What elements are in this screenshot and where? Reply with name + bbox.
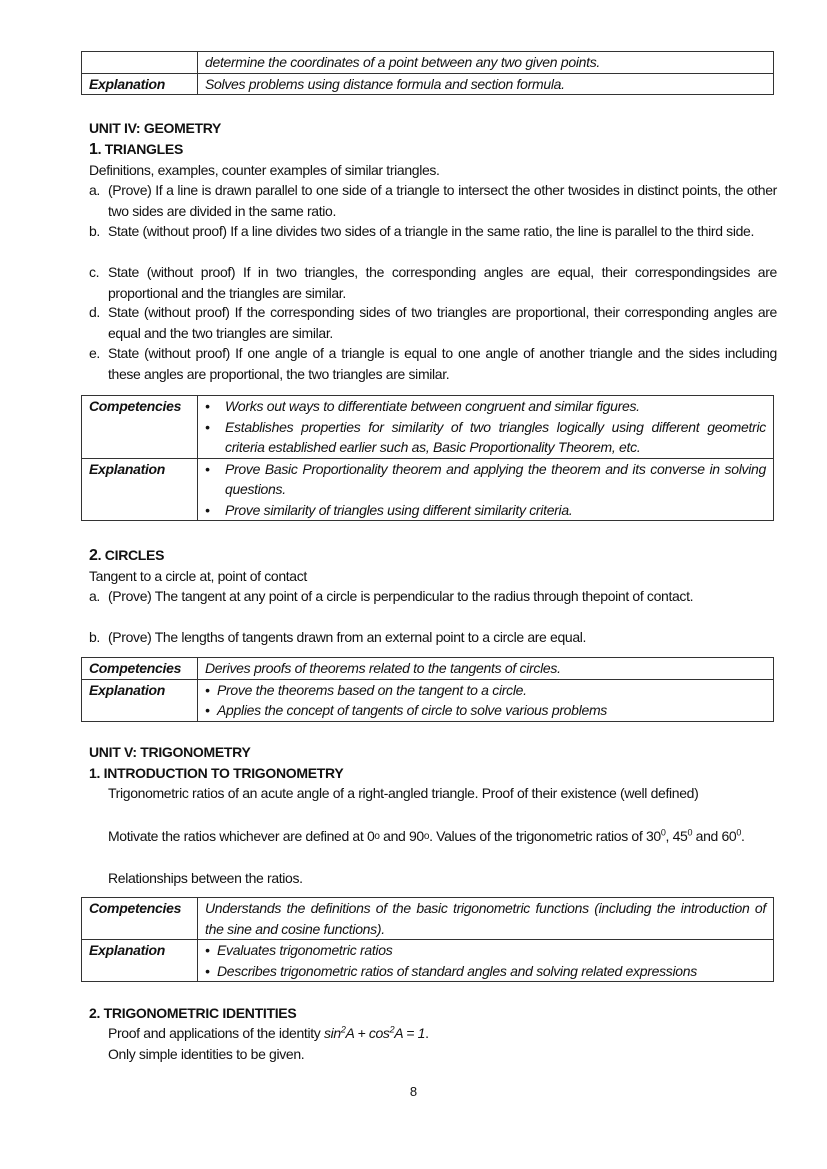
bullet-item bbox=[205, 700, 766, 721]
intro-trig-heading: 1. INTRODUCTION TO TRIGONOMETRY bbox=[89, 765, 344, 781]
competencies-label: Competencies bbox=[82, 658, 198, 680]
item-marker: a. bbox=[89, 588, 100, 604]
identities-heading: 2. TRIGONOMETRIC IDENTITIES bbox=[89, 1005, 297, 1021]
identity-formula bbox=[324, 1025, 425, 1041]
bullet-icon: • bbox=[205, 460, 210, 477]
explanation-label: Explanation bbox=[82, 940, 198, 982]
list-item bbox=[89, 627, 777, 648]
bullet-text: Prove the theorems based on the tangent to a circle. bbox=[217, 681, 527, 698]
intro-trig-paragraph: Trigonometric ratios of an acute angle of a right-angled triangle. Proof of their existence (well defined) bbox=[108, 785, 699, 801]
item-marker: b. bbox=[89, 223, 100, 239]
table-value-cell: determine the coordinates of a point between any two given points. bbox=[198, 52, 774, 74]
list-item bbox=[89, 262, 777, 303]
competencies-label: Competencies bbox=[82, 898, 198, 940]
explanation-cell bbox=[198, 679, 774, 721]
item-marker: e. bbox=[89, 345, 100, 361]
text-run: . bbox=[741, 828, 745, 844]
unit-iv-heading: UNIT IV: GEOMETRY bbox=[89, 120, 222, 136]
item-text: State (without proof) If in two triangles, the corresponding angles are equal, their correspondingsides are proportional and the triangles are similar. bbox=[108, 264, 777, 301]
bullet-item bbox=[205, 396, 766, 417]
explanation-text: Solves problems using distance formula and section formula. bbox=[198, 73, 774, 95]
bullet-item bbox=[205, 961, 766, 982]
text-run: Proof and applications of the identity bbox=[108, 1025, 324, 1041]
circles-competency-table bbox=[81, 657, 774, 722]
item-text: State (without proof) If one angle of a triangle is equal to one angle of another triangle and the sides including these angles are proportional, the two triangles are similar. bbox=[108, 345, 777, 382]
competencies-cell: Understands the definitions of the basic trigonometric functions (including the introduction of the sine and cosine functions). bbox=[198, 898, 774, 940]
explanation-cell bbox=[198, 940, 774, 982]
degree-superscript: 0 bbox=[736, 827, 742, 838]
bullet-item bbox=[205, 940, 766, 961]
table-label-cell bbox=[82, 52, 198, 74]
identities-note: Only simple identities to be given. bbox=[108, 1046, 305, 1062]
coordinate-geometry-table bbox=[81, 51, 774, 95]
table-row bbox=[82, 73, 774, 95]
item-marker: c. bbox=[89, 264, 100, 280]
section-number: 1 bbox=[89, 141, 98, 158]
bullet-item bbox=[205, 459, 766, 500]
item-text: (Prove) The tangent at any point of a circle is perpendicular to the radius through thepoint of contact. bbox=[108, 588, 694, 604]
bullet-icon: • bbox=[205, 962, 210, 979]
item-text: State (without proof) If the corresponding sides of two triangles are proportional, their corresponding angles are equal and the two triangles are similar. bbox=[108, 304, 777, 341]
table-row bbox=[82, 658, 774, 680]
bullet-text: Prove similarity of triangles using different similarity criteria. bbox=[225, 501, 573, 518]
degree-superscript: 0 bbox=[660, 827, 666, 838]
trig-competency-table bbox=[81, 897, 774, 982]
table-row bbox=[82, 679, 774, 721]
table-row bbox=[82, 458, 774, 521]
item-marker: b. bbox=[89, 629, 100, 645]
square-superscript: 2 bbox=[340, 1024, 346, 1035]
triangles-competency-table bbox=[81, 395, 774, 521]
degree-superscript: 0 bbox=[687, 827, 693, 838]
bullet-text: Applies the concept of tangents of circle to solve various problems bbox=[217, 702, 608, 718]
item-text: (Prove) The lengths of tangents drawn from an external point to a circle are equal. bbox=[108, 629, 587, 645]
table-row bbox=[82, 898, 774, 940]
table-row bbox=[82, 940, 774, 982]
item-marker: a. bbox=[89, 182, 100, 198]
text-run: and 60 bbox=[692, 828, 737, 844]
bullet-item bbox=[205, 417, 766, 458]
text-run: sin bbox=[323, 1025, 341, 1041]
circles-heading bbox=[89, 545, 164, 567]
explanation-label: Explanation bbox=[82, 73, 198, 95]
text-run: . bbox=[425, 1025, 429, 1041]
intro-trig-angles-paragraph bbox=[108, 826, 777, 848]
bullet-item bbox=[205, 500, 766, 521]
degree-mark: o bbox=[423, 831, 430, 842]
bullet-text: Describes trigonometric ratios of standard angles and solving related expressions bbox=[217, 962, 697, 979]
text-run: Motivate the ratios whichever are defined at 0 bbox=[108, 828, 375, 844]
table-row bbox=[82, 52, 774, 74]
list-item bbox=[89, 180, 777, 221]
explanation-label: Explanation bbox=[82, 458, 198, 521]
circles-intro: Tangent to a circle at, point of contact bbox=[89, 568, 307, 584]
page-number: 8 bbox=[409, 1084, 418, 1099]
section-title: . CIRCLES bbox=[97, 547, 165, 563]
triangles-intro: Definitions, examples, counter examples of similar triangles. bbox=[89, 162, 440, 178]
bullet-text: Works out ways to differentiate between congruent and similar figures. bbox=[225, 398, 640, 414]
text-run: A + cos bbox=[345, 1025, 390, 1041]
text-run: , 45 bbox=[665, 828, 688, 844]
identities-paragraph bbox=[108, 1023, 777, 1044]
competencies-label: Competencies bbox=[82, 396, 198, 459]
item-text: (Prove) If a line is drawn parallel to one side of a triangle to intersect the other twosides in distinct points, the other two sides are divided in the same ratio. bbox=[108, 182, 777, 219]
list-item bbox=[89, 302, 777, 343]
text-run: and 90 bbox=[379, 828, 424, 844]
bullet-icon: • bbox=[205, 942, 210, 958]
text-run: A = 1 bbox=[394, 1025, 426, 1041]
bullet-text: Evaluates trigonometric ratios bbox=[217, 942, 393, 958]
section-title: . TRIANGLES bbox=[97, 141, 183, 157]
unit-v-heading: UNIT V: TRIGONOMETRY bbox=[89, 744, 251, 760]
list-item bbox=[89, 221, 777, 242]
triangles-heading bbox=[89, 139, 183, 161]
bullet-icon: • bbox=[205, 681, 210, 698]
bullet-icon: • bbox=[205, 702, 210, 718]
section-number: 2 bbox=[89, 547, 98, 564]
intro-trig-relationships: Relationships between the ratios. bbox=[108, 870, 303, 886]
explanation-label: Explanation bbox=[82, 679, 198, 721]
table-row bbox=[82, 396, 774, 459]
list-item bbox=[89, 586, 777, 607]
competencies-cell: Derives proofs of theorems related to the tangents of circles. bbox=[198, 658, 774, 680]
item-text: State (without proof) If a line divides two sides of a triangle in the same ratio, the line is parallel to the third side. bbox=[108, 223, 754, 239]
competencies-cell bbox=[198, 396, 774, 459]
bullet-icon: • bbox=[205, 501, 210, 518]
bullet-icon: • bbox=[205, 418, 210, 435]
text-run: . Values of the trigonometric ratios of 30 bbox=[429, 828, 661, 844]
bullet-text: Establishes properties for similarity of two triangles logically using different geometric criteria established earlier such as, Basic Proportionality Theorem, etc. bbox=[225, 418, 766, 455]
list-item bbox=[89, 343, 777, 384]
bullet-text: Prove Basic Proportionality theorem and applying the theorem and its converse in solving questions. bbox=[225, 460, 766, 497]
bullet-item bbox=[205, 680, 766, 701]
bullet-icon: • bbox=[205, 398, 210, 414]
degree-mark: o bbox=[374, 831, 380, 842]
explanation-cell bbox=[198, 458, 774, 521]
item-marker: d. bbox=[89, 304, 100, 320]
square-superscript: 2 bbox=[389, 1024, 395, 1035]
